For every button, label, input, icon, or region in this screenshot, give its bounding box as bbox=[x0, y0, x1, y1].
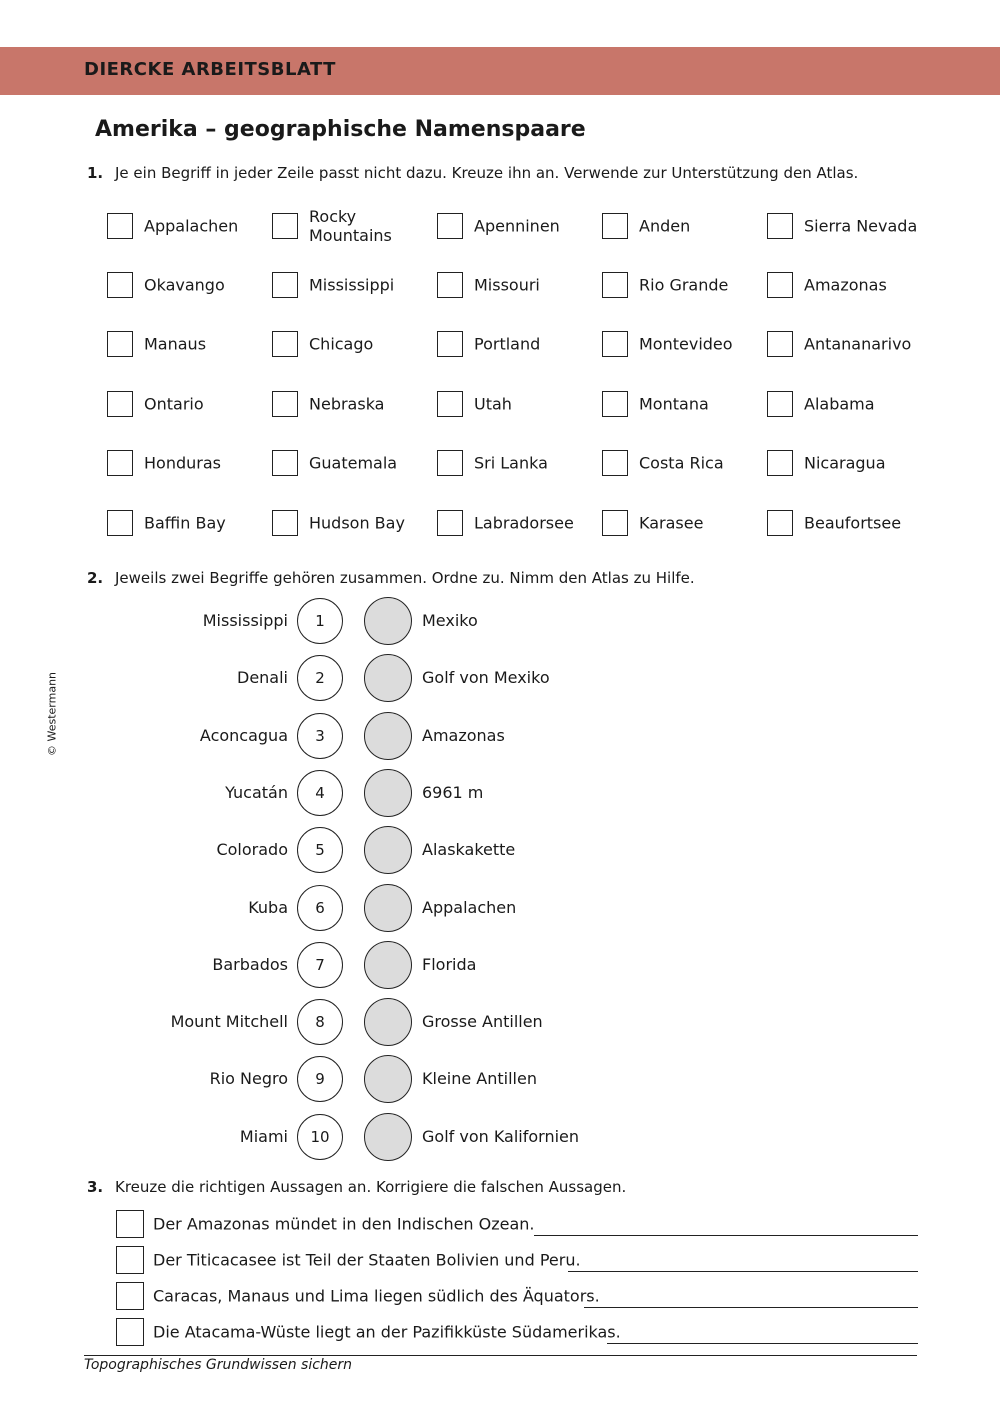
task2-text: Jeweils zwei Begriffe gehören zusammen. Ordne zu. Nimm den Atlas zu Hilfe. bbox=[115, 569, 695, 587]
task1-option-label: Sierra Nevada bbox=[804, 216, 918, 236]
task1-option-label: Montana bbox=[639, 394, 709, 414]
banner-title: DIERCKE ARBEITSBLATT bbox=[84, 59, 336, 80]
task1-checkbox[interactable] bbox=[272, 331, 298, 357]
task3-statement bbox=[116, 1245, 918, 1275]
task1-checkbox[interactable] bbox=[272, 213, 298, 239]
task1-option-label: Montevideo bbox=[639, 334, 733, 354]
task1-option[interactable] bbox=[602, 503, 767, 543]
match-number: 5 bbox=[315, 841, 325, 860]
task1-option[interactable] bbox=[107, 443, 272, 483]
match-right-term: Grosse Antillen bbox=[422, 1012, 543, 1032]
task1-option[interactable] bbox=[272, 265, 437, 305]
task1-option[interactable] bbox=[767, 206, 932, 246]
task1-checkbox[interactable] bbox=[767, 510, 793, 536]
match-number: 7 bbox=[315, 955, 325, 974]
task1-option[interactable] bbox=[107, 265, 272, 305]
task1-option-label: Karasee bbox=[639, 513, 704, 533]
match-number: 6 bbox=[315, 898, 325, 917]
match-number: 1 bbox=[315, 612, 325, 630]
match-number-circle bbox=[297, 713, 343, 759]
footer-divider bbox=[84, 1355, 917, 1356]
match-left-term: Kuba bbox=[248, 897, 288, 917]
task1-option-label: Ontario bbox=[144, 394, 204, 414]
task1-option-label: Missouri bbox=[474, 275, 540, 295]
task1-instruction bbox=[87, 164, 858, 182]
task3-instruction bbox=[87, 1178, 626, 1196]
task1-checkbox[interactable] bbox=[437, 450, 463, 476]
task1-option[interactable] bbox=[767, 324, 932, 364]
task1-option[interactable] bbox=[272, 324, 437, 364]
match-number: 10 bbox=[310, 1127, 330, 1146]
match-right-term: Appalachen bbox=[422, 897, 517, 917]
match-number-circle bbox=[297, 598, 343, 644]
match-number: 9 bbox=[315, 1070, 325, 1089]
task1-checkbox[interactable] bbox=[107, 391, 133, 417]
task3-statement-text: Der Titicacasee ist Teil der Staaten Bolivien und Peru. bbox=[153, 1250, 581, 1270]
match-right-term: Golf von Mexiko bbox=[422, 668, 550, 688]
task1-option[interactable] bbox=[107, 206, 272, 246]
task1-option-label: Costa Rica bbox=[639, 453, 724, 473]
match-left-term: Denali bbox=[237, 668, 288, 688]
task1-option[interactable] bbox=[767, 265, 932, 305]
match-number-circle bbox=[297, 942, 343, 988]
task1-option-label: Beaufortsee bbox=[804, 513, 902, 533]
task1-option[interactable] bbox=[437, 324, 602, 364]
task1-option-label: Apenninen bbox=[474, 216, 560, 236]
task1-checkbox[interactable] bbox=[272, 450, 298, 476]
match-number: 4 bbox=[315, 783, 325, 802]
task1-checkbox[interactable] bbox=[107, 272, 133, 298]
task1-option[interactable] bbox=[602, 265, 767, 305]
task1-option-label: Chicago bbox=[309, 334, 374, 354]
task1-option-label: Utah bbox=[474, 394, 512, 414]
match-answer-field[interactable] bbox=[364, 1055, 412, 1103]
task1-option[interactable] bbox=[602, 324, 767, 364]
task1-number: 1. bbox=[87, 164, 104, 182]
task3-correction-line[interactable] bbox=[607, 1343, 918, 1344]
match-answer-field[interactable] bbox=[364, 826, 412, 874]
task1-checkbox[interactable] bbox=[602, 450, 628, 476]
task1-option-label: Alabama bbox=[804, 394, 875, 414]
task1-option-label: Baffin Bay bbox=[144, 513, 226, 533]
task3-correction-line[interactable] bbox=[584, 1307, 918, 1308]
task1-option[interactable] bbox=[272, 503, 437, 543]
task1-checkbox[interactable] bbox=[767, 450, 793, 476]
match-number-circle bbox=[297, 827, 343, 873]
match-number-circle bbox=[297, 999, 343, 1045]
task1-option-label: Anden bbox=[639, 216, 691, 236]
task1-option[interactable] bbox=[107, 503, 272, 543]
match-number-circle bbox=[297, 1114, 343, 1160]
match-right-term: Amazonas bbox=[422, 725, 505, 745]
match-answer-field[interactable] bbox=[364, 1113, 412, 1161]
task3-correction-line[interactable] bbox=[568, 1271, 918, 1272]
task1-option[interactable] bbox=[272, 206, 437, 246]
match-right-term: Kleine Antillen bbox=[422, 1069, 537, 1089]
task1-checkbox[interactable] bbox=[437, 391, 463, 417]
task1-option[interactable] bbox=[107, 324, 272, 364]
task1-checkbox[interactable] bbox=[602, 391, 628, 417]
task1-option-label: Antananarivo bbox=[804, 334, 912, 354]
task1-checkbox[interactable] bbox=[767, 391, 793, 417]
task1-checkbox[interactable] bbox=[437, 331, 463, 357]
task1-checkbox[interactable] bbox=[602, 213, 628, 239]
task3-number: 3. bbox=[87, 1178, 104, 1196]
task1-option-label: Manaus bbox=[144, 334, 207, 354]
task3-statement-text: Die Atacama-Wüste liegt an der Pazifikküste Südamerikas. bbox=[153, 1322, 621, 1342]
task3-checkbox[interactable] bbox=[116, 1282, 144, 1310]
match-answer-field[interactable] bbox=[364, 654, 412, 702]
task1-option[interactable] bbox=[437, 265, 602, 305]
match-left-term: Colorado bbox=[216, 840, 288, 860]
task3-statement bbox=[116, 1281, 918, 1311]
task2-instruction bbox=[87, 569, 695, 587]
task1-option-label: Labradorsee bbox=[474, 513, 574, 533]
task1-checkbox[interactable] bbox=[767, 272, 793, 298]
match-number: 8 bbox=[315, 1013, 325, 1032]
task1-checkbox[interactable] bbox=[107, 213, 133, 239]
match-answer-field[interactable] bbox=[364, 712, 412, 760]
task3-text: Kreuze die richtigen Aussagen an. Korrigiere die falschen Aussagen. bbox=[115, 1178, 627, 1196]
task1-option-label: Okavango bbox=[144, 275, 225, 295]
match-number-circle bbox=[297, 770, 343, 816]
match-right-term: 6961 m bbox=[422, 782, 484, 802]
task1-option[interactable] bbox=[272, 384, 437, 424]
task3-statement bbox=[116, 1209, 918, 1239]
task1-checkbox[interactable] bbox=[437, 213, 463, 239]
match-number: 2 bbox=[315, 669, 325, 688]
match-left-term: Yucatán bbox=[225, 782, 288, 802]
header-banner bbox=[0, 47, 1000, 95]
task1-option[interactable] bbox=[602, 384, 767, 424]
match-answer-field[interactable] bbox=[364, 769, 412, 817]
match-answer-field[interactable] bbox=[364, 597, 412, 645]
footer-text: Topographisches Grundwissen sichern bbox=[84, 1357, 353, 1373]
match-right-term: Mexiko bbox=[422, 611, 478, 630]
task1-option-label: Amazonas bbox=[804, 275, 887, 295]
match-left-term: Rio Negro bbox=[209, 1069, 288, 1089]
task1-option-label: Portland bbox=[474, 334, 541, 354]
task1-checkbox[interactable] bbox=[272, 510, 298, 536]
task1-checkbox[interactable] bbox=[767, 331, 793, 357]
match-left-term: Barbados bbox=[212, 954, 288, 974]
match-left-term: Miami bbox=[239, 1126, 288, 1146]
task1-option[interactable] bbox=[437, 443, 602, 483]
task1-option-label: Hudson Bay bbox=[309, 513, 405, 533]
match-right-term: Golf von Kalifornien bbox=[422, 1126, 580, 1146]
task1-option[interactable] bbox=[767, 443, 932, 483]
task2-number: 2. bbox=[87, 569, 104, 587]
task1-option-label: Sri Lanka bbox=[474, 453, 548, 473]
task3-statement bbox=[116, 1317, 918, 1347]
task1-checkbox[interactable] bbox=[602, 331, 628, 357]
task1-checkbox[interactable] bbox=[107, 450, 133, 476]
match-number-circle bbox=[297, 885, 343, 931]
task1-option[interactable] bbox=[602, 206, 767, 246]
task1-checkbox[interactable] bbox=[107, 331, 133, 357]
task1-option[interactable] bbox=[767, 503, 932, 543]
task1-text: Je ein Begriff in jeder Zeile passt nicht dazu. Kreuze ihn an. Verwende zur Unterstützung den Atlas. bbox=[115, 164, 859, 182]
task3-checkbox[interactable] bbox=[116, 1210, 144, 1238]
task1-checkbox[interactable] bbox=[437, 510, 463, 536]
task1-option[interactable] bbox=[437, 206, 602, 246]
task1-option-label: Nicaragua bbox=[804, 453, 886, 473]
match-left-term: Aconcagua bbox=[199, 725, 288, 745]
task1-option[interactable] bbox=[107, 384, 272, 424]
task3-statement-text: Der Amazonas mündet in den Indischen Ozean. bbox=[153, 1214, 535, 1234]
task1-option-label: Rocky Mountains bbox=[309, 207, 392, 245]
task1-option[interactable] bbox=[602, 443, 767, 483]
task1-checkbox[interactable] bbox=[602, 510, 628, 536]
page-title: Amerika – geographische Namenspaare bbox=[95, 117, 586, 142]
match-number-circle bbox=[297, 1056, 343, 1102]
task1-option[interactable] bbox=[437, 384, 602, 424]
task1-checkbox[interactable] bbox=[602, 272, 628, 298]
match-number: 3 bbox=[315, 726, 325, 745]
task1-checkbox[interactable] bbox=[437, 272, 463, 298]
match-right-term: Florida bbox=[422, 954, 477, 974]
task1-option-label: Guatemala bbox=[309, 453, 398, 473]
task1-option-label: Rio Grande bbox=[639, 275, 729, 295]
task3-checkbox[interactable] bbox=[116, 1246, 144, 1274]
task1-checkbox[interactable] bbox=[767, 213, 793, 239]
task1-option[interactable] bbox=[437, 503, 602, 543]
match-answer-field[interactable] bbox=[364, 941, 412, 989]
task1-option-label: Mississippi bbox=[309, 275, 395, 295]
match-right-term: Alaskakette bbox=[422, 840, 516, 860]
task1-checkbox[interactable] bbox=[107, 510, 133, 536]
match-answer-field[interactable] bbox=[364, 884, 412, 932]
match-left-term: Mount Mitchell bbox=[170, 1012, 288, 1032]
task1-option-label: Honduras bbox=[144, 453, 221, 473]
match-answer-field[interactable] bbox=[364, 998, 412, 1046]
task3-checkbox[interactable] bbox=[116, 1318, 144, 1346]
copyright-note: © Westermann bbox=[45, 671, 59, 757]
match-left-term: Mississippi bbox=[202, 611, 288, 630]
task3-correction-line[interactable] bbox=[534, 1235, 918, 1236]
match-number-circle bbox=[297, 655, 343, 701]
task3-statement-text: Caracas, Manaus und Lima liegen südlich des Äquators. bbox=[153, 1286, 600, 1306]
task1-option-label: Appalachen bbox=[144, 216, 239, 236]
task1-checkbox[interactable] bbox=[272, 272, 298, 298]
task1-option[interactable] bbox=[272, 443, 437, 483]
task1-checkbox[interactable] bbox=[272, 391, 298, 417]
task1-option[interactable] bbox=[767, 384, 932, 424]
task1-option-label: Nebraska bbox=[309, 394, 385, 414]
